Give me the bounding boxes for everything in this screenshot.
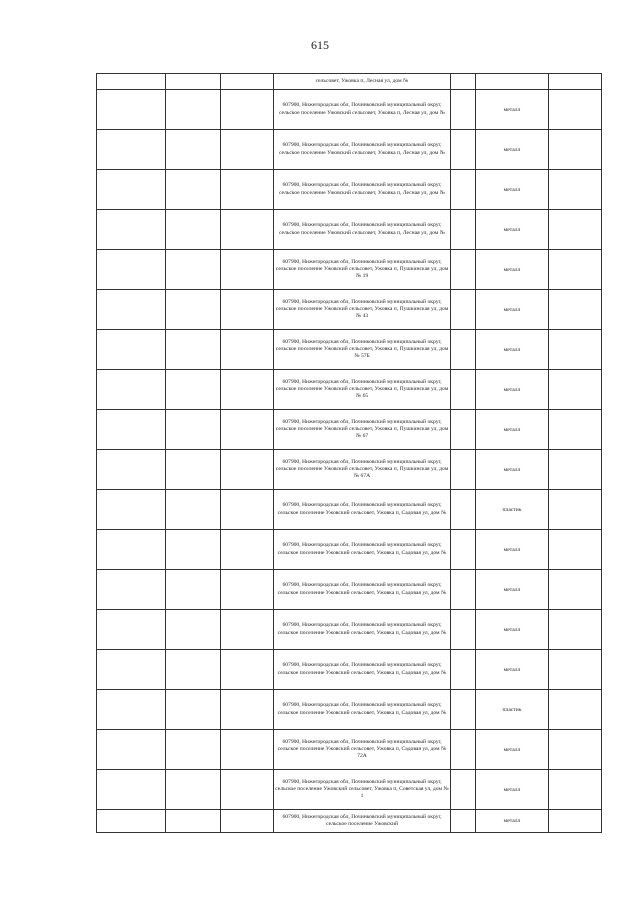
- number-cell: [97, 530, 166, 570]
- empty-cell: [221, 74, 274, 90]
- empty-cell: [166, 730, 221, 770]
- empty-cell: [166, 170, 221, 210]
- address-cell: 607900, Нижегородская обл, Починковский муниципальный округ, сельское поселение Ужовский сельсовет, Ужовка п, Пушкинская ул, дом № 67: [274, 410, 451, 450]
- empty-cell: [549, 610, 602, 650]
- table-row: [97, 370, 602, 410]
- empty-cell: [451, 210, 476, 250]
- table-row: [97, 770, 602, 810]
- empty-cell: [221, 650, 274, 690]
- empty-cell: [549, 370, 602, 410]
- empty-cell: [549, 570, 602, 610]
- address-cell: 607900, Нижегородская обл, Починковский муниципальный округ, сельское поселение Ужовский сельсовет, Ужовка п, Лесная ул, дом №: [274, 210, 451, 250]
- material-cell: металл: [476, 170, 549, 210]
- empty-cell: [166, 210, 221, 250]
- number-cell: [97, 170, 166, 210]
- material-cell: металл: [476, 450, 549, 490]
- empty-cell: [221, 810, 274, 833]
- empty-cell: [166, 74, 221, 90]
- table-row: [97, 130, 602, 170]
- empty-cell: [549, 90, 602, 130]
- empty-cell: [549, 290, 602, 330]
- empty-cell: [221, 170, 274, 210]
- address-cell: 607900, Нижегородская обл, Починковский муниципальный округ, сельское поселение Ужовский сельсовет, Ужовка п, Пушкинская ул, дом № 19: [274, 250, 451, 290]
- empty-cell: [451, 730, 476, 770]
- empty-cell: [221, 370, 274, 410]
- empty-cell: [166, 690, 221, 730]
- table-row: [97, 570, 602, 610]
- material-cell: пластик: [476, 490, 549, 530]
- material-cell: металл: [476, 530, 549, 570]
- empty-cell: [166, 130, 221, 170]
- empty-cell: [166, 570, 221, 610]
- number-cell: [97, 210, 166, 250]
- empty-cell: [451, 290, 476, 330]
- empty-cell: [549, 530, 602, 570]
- empty-cell: [451, 570, 476, 610]
- empty-cell: [451, 410, 476, 450]
- empty-cell: [549, 170, 602, 210]
- empty-cell: [166, 490, 221, 530]
- empty-cell: [221, 490, 274, 530]
- empty-cell: [451, 74, 476, 90]
- empty-cell: [166, 370, 221, 410]
- table-row: [97, 250, 602, 290]
- address-cell: 607900, Нижегородская обл, Починковский муниципальный округ, сельское поселение Ужовский сельсовет, Ужовка п, Садовая ул, дом №: [274, 610, 451, 650]
- empty-cell: [221, 450, 274, 490]
- empty-cell: [451, 690, 476, 730]
- empty-cell: [451, 370, 476, 410]
- empty-cell: [451, 650, 476, 690]
- address-cell: 607900, Нижегородская обл, Починковский муниципальный округ, сельское поселение Ужовский сельсовет, Ужовка п, Садовая ул, дом №: [274, 490, 451, 530]
- material-cell: металл: [476, 610, 549, 650]
- empty-cell: [549, 450, 602, 490]
- address-cell: 607900, Нижегородская обл, Починковский муниципальный округ, сельское поселение Ужовский сельсовет, Ужовка п, Садовая ул, дом №: [274, 650, 451, 690]
- address-cell: 607900, Нижегородская обл, Починковский муниципальный округ, сельское поселение Ужовский: [274, 810, 451, 833]
- empty-cell: [221, 570, 274, 610]
- material-cell: металл: [476, 810, 549, 833]
- address-cell: 607900, Нижегородская обл, Починковский муниципальный округ, сельское поселение Ужовский сельсовет, Ужовка п, Садовая ул, дом №: [274, 690, 451, 730]
- number-cell: [97, 730, 166, 770]
- number-cell: [97, 810, 166, 833]
- empty-cell: [451, 250, 476, 290]
- empty-cell: [549, 130, 602, 170]
- register-table: [96, 73, 602, 833]
- material-cell: металл: [476, 370, 549, 410]
- table-row: [97, 74, 602, 90]
- table-row: [97, 90, 602, 130]
- material-cell: металл: [476, 650, 549, 690]
- empty-cell: [549, 330, 602, 370]
- empty-cell: [451, 610, 476, 650]
- empty-cell: [451, 490, 476, 530]
- empty-cell: [166, 810, 221, 833]
- material-cell: металл: [476, 290, 549, 330]
- empty-cell: [221, 690, 274, 730]
- number-cell: [97, 570, 166, 610]
- empty-cell: [166, 450, 221, 490]
- empty-cell: [221, 610, 274, 650]
- address-cell: 607900, Нижегородская обл, Починковский муниципальный округ, сельское поселение Ужовский сельсовет, Ужовка п, Садовая ул, дом №: [274, 570, 451, 610]
- number-cell: [97, 370, 166, 410]
- empty-cell: [549, 810, 602, 833]
- number-cell: [97, 74, 166, 90]
- material-cell: металл: [476, 90, 549, 130]
- empty-cell: [166, 250, 221, 290]
- material-cell: металл: [476, 210, 549, 250]
- empty-cell: [451, 770, 476, 810]
- empty-cell: [221, 410, 274, 450]
- material-cell: металл: [476, 250, 549, 290]
- empty-cell: [451, 450, 476, 490]
- number-cell: [97, 490, 166, 530]
- empty-cell: [451, 530, 476, 570]
- number-cell: [97, 330, 166, 370]
- address-cell: 607900, Нижегородская обл, Починковский муниципальный округ, сельское поселение Ужовский сельсовет, Ужовка п, Пушкинская ул, дом № 43: [274, 290, 451, 330]
- material-cell: металл: [476, 730, 549, 770]
- number-cell: [97, 770, 166, 810]
- empty-cell: [549, 490, 602, 530]
- number-cell: [97, 690, 166, 730]
- address-cell: 607900, Нижегородская обл, Починковский муниципальный округ, сельское поселение Ужовский сельсовет, Ужовка п, Садовая ул, дом №: [274, 530, 451, 570]
- empty-cell: [221, 210, 274, 250]
- empty-cell: [166, 770, 221, 810]
- table-row: [97, 530, 602, 570]
- address-cell: 607900, Нижегородская обл, Починковский муниципальный округ, сельское поселение Ужовский сельсовет, Ужовка п, Садовая ул, дом № 72А: [274, 730, 451, 770]
- table-row: [97, 210, 602, 250]
- empty-cell: [451, 90, 476, 130]
- empty-cell: [549, 650, 602, 690]
- empty-cell: [221, 770, 274, 810]
- empty-cell: [166, 90, 221, 130]
- empty-cell: [451, 810, 476, 833]
- number-cell: [97, 650, 166, 690]
- material-cell: металл: [476, 330, 549, 370]
- table-row: [97, 330, 602, 370]
- empty-cell: [221, 330, 274, 370]
- register-table-body: [97, 74, 602, 833]
- empty-cell: [166, 410, 221, 450]
- number-cell: [97, 250, 166, 290]
- address-cell: 607900, Нижегородская обл, Починковский муниципальный округ, сельское поселение Ужовский сельсовет, Ужовка п, Советская ул, дом № 1: [274, 770, 451, 810]
- empty-cell: [221, 250, 274, 290]
- table-row: [97, 490, 602, 530]
- table-row: [97, 690, 602, 730]
- number-cell: [97, 90, 166, 130]
- table-row: [97, 410, 602, 450]
- material-cell: пластик: [476, 690, 549, 730]
- table-row: [97, 610, 602, 650]
- empty-cell: [166, 650, 221, 690]
- address-cell: 607900, Нижегородская обл, Починковский муниципальный округ, сельское поселение Ужовский сельсовет, Ужовка п, Пушкинская ул, дом № 67А: [274, 450, 451, 490]
- table-row: [97, 650, 602, 690]
- empty-cell: [549, 770, 602, 810]
- address-cell: 607900, Нижегородская обл, Починковский муниципальный округ, сельское поселение Ужовский сельсовет, Ужовка п, Лесная ул, дом №: [274, 130, 451, 170]
- table-row: [97, 290, 602, 330]
- empty-cell: [166, 330, 221, 370]
- empty-cell: [221, 90, 274, 130]
- empty-cell: [549, 730, 602, 770]
- number-cell: [97, 290, 166, 330]
- address-cell: 607900, Нижегородская обл, Починковский муниципальный округ, сельское поселение Ужовский сельсовет, Ужовка п, Лесная ул, дом №: [274, 90, 451, 130]
- number-cell: [97, 130, 166, 170]
- empty-cell: [166, 610, 221, 650]
- address-cell: 607900, Нижегородская обл, Починковский муниципальный округ, сельское поселение Ужовский сельсовет, Ужовка п, Пушкинская ул, дом № 65: [274, 370, 451, 410]
- empty-cell: [221, 530, 274, 570]
- empty-cell: [166, 530, 221, 570]
- empty-cell: [221, 130, 274, 170]
- material-cell: металл: [476, 130, 549, 170]
- table-row: [97, 810, 602, 833]
- empty-cell: [166, 290, 221, 330]
- material-cell: металл: [476, 410, 549, 450]
- table-row: [97, 450, 602, 490]
- number-cell: [97, 450, 166, 490]
- material-cell: металл: [476, 570, 549, 610]
- number-cell: [97, 610, 166, 650]
- empty-cell: [549, 250, 602, 290]
- empty-cell: [451, 330, 476, 370]
- empty-cell: [451, 130, 476, 170]
- number-cell: [97, 410, 166, 450]
- empty-cell: [549, 690, 602, 730]
- material-cell: [476, 74, 549, 90]
- table-row: [97, 730, 602, 770]
- empty-cell: [549, 210, 602, 250]
- material-cell: металл: [476, 770, 549, 810]
- empty-cell: [549, 74, 602, 90]
- address-cell: 607900, Нижегородская обл, Починковский муниципальный округ, сельское поселение Ужовский сельсовет, Ужовка п, Пушкинская ул, дом № 57Б: [274, 330, 451, 370]
- empty-cell: [549, 410, 602, 450]
- address-cell: 607900, Нижегородская обл, Починковский муниципальный округ, сельское поселение Ужовский сельсовет, Ужовка п, Лесная ул, дом №: [274, 170, 451, 210]
- table-row: [97, 170, 602, 210]
- empty-cell: [221, 730, 274, 770]
- empty-cell: [451, 170, 476, 210]
- empty-cell: [221, 290, 274, 330]
- address-cell: сельсовет, Ужовка п, Лесная ул, дом №: [274, 74, 451, 90]
- page-number: 615: [311, 38, 329, 52]
